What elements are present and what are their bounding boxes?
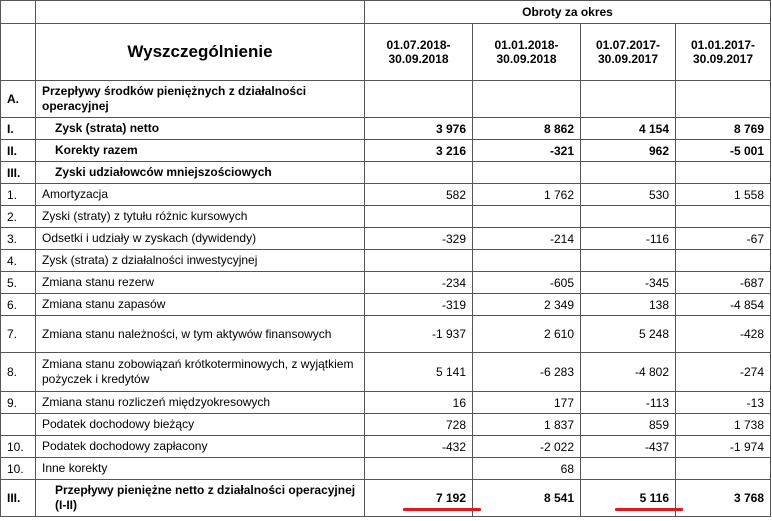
row-code xyxy=(1,414,36,436)
value-cell-period-1: -329 xyxy=(365,228,473,250)
row-code: 10. xyxy=(1,436,36,458)
value-cell-period-4 xyxy=(676,162,771,184)
value-cell-period-1: 16 xyxy=(365,392,473,414)
value-cell-period-4: -5 001 xyxy=(676,140,771,162)
value-cell-period-4: 1 558 xyxy=(676,184,771,206)
row-description: Zmiana stanu rezerw xyxy=(36,272,365,294)
value-cell-period-1: 3 216 xyxy=(365,140,473,162)
value-cell-period-2: 8 541 xyxy=(473,480,581,517)
value-cell-period-4: -274 xyxy=(676,353,771,392)
table-row xyxy=(1,272,771,294)
row-code: II. xyxy=(1,140,36,162)
table-row xyxy=(1,162,771,184)
value-cell-period-3: -113 xyxy=(581,392,676,414)
table-row xyxy=(1,184,771,206)
value-cell-period-3: 962 xyxy=(581,140,676,162)
value-cell-period-2 xyxy=(473,81,581,118)
value-cell-period-4: -67 xyxy=(676,228,771,250)
period-header-4: 01.01.2017- 30.09.2017 xyxy=(676,24,771,81)
value-cell-period-1 xyxy=(365,81,473,118)
value-cell-period-3: 138 xyxy=(581,294,676,316)
row-description: Zmiana stanu zobowiązań krótkoterminowych, z wyjątkiem pożyczek i kredytów xyxy=(36,353,365,392)
row-code: 8. xyxy=(1,353,36,392)
value-cell-period-3 xyxy=(581,162,676,184)
row-description: Podatek dochodowy zapłacony xyxy=(36,436,365,458)
row-description: Zyski udziałowców mniejszościowych xyxy=(36,162,365,184)
value-cell-period-3: 530 xyxy=(581,184,676,206)
table-row xyxy=(1,316,771,353)
value-cell-period-4: 3 768 xyxy=(676,480,771,517)
row-description: Przepływy środków pieniężnych z działalności operacyjnej xyxy=(36,81,365,118)
row-code: 5. xyxy=(1,272,36,294)
value-cell-period-1 xyxy=(365,250,473,272)
value-cell-period-2: -321 xyxy=(473,140,581,162)
row-description: Odsetki i udziały w zyskach (dywidendy) xyxy=(36,228,365,250)
row-description: Amortyzacja xyxy=(36,184,365,206)
value-cell-period-3: -116 xyxy=(581,228,676,250)
row-code: A. xyxy=(1,81,36,118)
row-code: 2. xyxy=(1,206,36,228)
row-code: I. xyxy=(1,118,36,140)
header-code-cell xyxy=(1,24,36,81)
table-row xyxy=(1,392,771,414)
value-cell-period-2 xyxy=(473,250,581,272)
value-cell-period-4: 1 738 xyxy=(676,414,771,436)
period-group-title: Obroty za okres xyxy=(365,1,771,24)
value-cell-period-1: -1 937 xyxy=(365,316,473,353)
value-cell-period-2: 177 xyxy=(473,392,581,414)
value-cell-period-1: 582 xyxy=(365,184,473,206)
period-header-2: 01.01.2018- 30.09.2018 xyxy=(473,24,581,81)
row-description: Zmiana stanu zapasów xyxy=(36,294,365,316)
row-code: 4. xyxy=(1,250,36,272)
table-row xyxy=(1,436,771,458)
value-cell-period-4: -687 xyxy=(676,272,771,294)
value-cell-period-3: -4 802 xyxy=(581,353,676,392)
row-description: Podatek dochodowy bieżący xyxy=(36,414,365,436)
value-cell-period-4 xyxy=(676,250,771,272)
value-cell-period-2: 8 862 xyxy=(473,118,581,140)
value-cell-period-2: 2 610 xyxy=(473,316,581,353)
table-row xyxy=(1,81,771,118)
main-title: Wyszczególnienie xyxy=(36,24,365,81)
row-description: Przepływy pieniężne netto z działalności operacyjnej (I-II) xyxy=(36,480,365,517)
table-row xyxy=(1,458,771,480)
period-header-1: 01.07.2018- 30.09.2018 xyxy=(365,24,473,81)
value-cell-period-2 xyxy=(473,162,581,184)
header-row-1 xyxy=(1,1,771,24)
value-cell-period-2: 1 762 xyxy=(473,184,581,206)
value-cell-period-1 xyxy=(365,206,473,228)
row-code: 10. xyxy=(1,458,36,480)
value-cell-period-2: 1 837 xyxy=(473,414,581,436)
highlight-underline-q3-2018 xyxy=(403,508,481,511)
value-cell-period-3 xyxy=(581,206,676,228)
table-row xyxy=(1,353,771,392)
row-code: 1. xyxy=(1,184,36,206)
row-code: 6. xyxy=(1,294,36,316)
table-row xyxy=(1,118,771,140)
table-row xyxy=(1,206,771,228)
table-row xyxy=(1,414,771,436)
value-cell-period-1: -234 xyxy=(365,272,473,294)
value-cell-period-2 xyxy=(473,206,581,228)
table-row xyxy=(1,294,771,316)
value-cell-period-3 xyxy=(581,250,676,272)
row-description: Inne korekty xyxy=(36,458,365,480)
value-cell-period-2: -6 283 xyxy=(473,353,581,392)
row-code: III. xyxy=(1,480,36,517)
value-cell-period-4 xyxy=(676,458,771,480)
value-cell-period-4: -4 854 xyxy=(676,294,771,316)
value-cell-period-3: 5 116 xyxy=(581,480,676,517)
table-row xyxy=(1,140,771,162)
value-cell-period-2: -214 xyxy=(473,228,581,250)
row-code: III. xyxy=(1,162,36,184)
value-cell-period-3: -437 xyxy=(581,436,676,458)
value-cell-period-2: -2 022 xyxy=(473,436,581,458)
row-code: 3. xyxy=(1,228,36,250)
row-description: Zmiana stanu rozliczeń międzyokresowych xyxy=(36,392,365,414)
header-corner-code xyxy=(1,1,36,24)
value-cell-period-1: 728 xyxy=(365,414,473,436)
value-cell-period-4: 8 769 xyxy=(676,118,771,140)
table-body xyxy=(1,81,771,517)
value-cell-period-4: -428 xyxy=(676,316,771,353)
value-cell-period-1 xyxy=(365,162,473,184)
value-cell-period-2: -605 xyxy=(473,272,581,294)
row-code: 7. xyxy=(1,316,36,353)
value-cell-period-4: -1 974 xyxy=(676,436,771,458)
value-cell-period-1 xyxy=(365,458,473,480)
value-cell-period-1: 3 976 xyxy=(365,118,473,140)
row-description: Zyski (straty) z tytułu różnic kursowych xyxy=(36,206,365,228)
value-cell-period-2: 68 xyxy=(473,458,581,480)
table-row xyxy=(1,480,771,517)
value-cell-period-3 xyxy=(581,81,676,118)
header-corner-desc xyxy=(36,1,365,24)
row-description: Zysk (strata) z działalności inwestycyjnej xyxy=(36,250,365,272)
row-description: Zysk (strata) netto xyxy=(36,118,365,140)
value-cell-period-3: 5 248 xyxy=(581,316,676,353)
table-row xyxy=(1,228,771,250)
value-cell-period-1: -432 xyxy=(365,436,473,458)
row-description: Zmiana stanu należności, w tym aktywów finansowych xyxy=(36,316,365,353)
header-row-2 xyxy=(1,24,771,81)
value-cell-period-1: -319 xyxy=(365,294,473,316)
value-cell-period-2: 2 349 xyxy=(473,294,581,316)
value-cell-period-1: 5 141 xyxy=(365,353,473,392)
value-cell-period-3: 859 xyxy=(581,414,676,436)
highlight-underline-q3-2017 xyxy=(615,508,683,511)
value-cell-period-4 xyxy=(676,81,771,118)
period-header-3: 01.07.2017- 30.09.2017 xyxy=(581,24,676,81)
row-description: Korekty razem xyxy=(36,140,365,162)
value-cell-period-3 xyxy=(581,458,676,480)
value-cell-period-4: -13 xyxy=(676,392,771,414)
value-cell-period-3: 4 154 xyxy=(581,118,676,140)
value-cell-period-1: 7 192 xyxy=(365,480,473,517)
value-cell-period-4 xyxy=(676,206,771,228)
value-cell-period-3: -345 xyxy=(581,272,676,294)
row-code: 9. xyxy=(1,392,36,414)
table-row xyxy=(1,250,771,272)
